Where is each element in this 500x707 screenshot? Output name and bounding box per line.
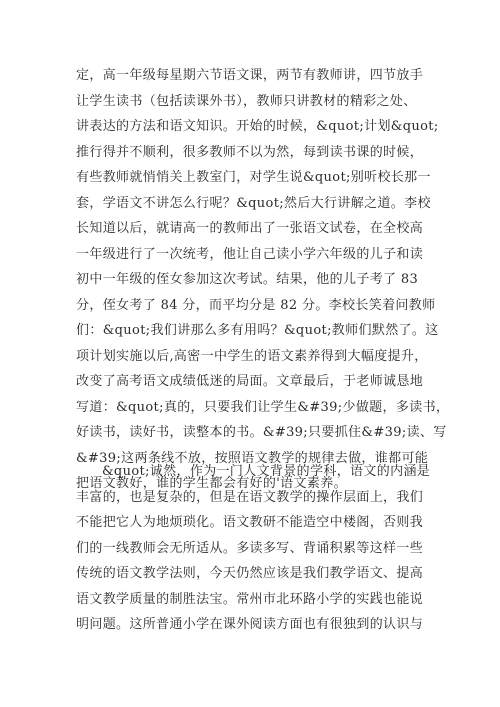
text-line: 写道：&quot;真的，只要我们让学生&#39;少做题，多读书， <box>76 399 450 415</box>
text-line: 不能把它人为地烦琐化。语文教研不能造空中楼阁，否则我 <box>76 515 424 530</box>
text-line: 们：&quot;我们讲那么多有用吗？&quot;教师们默然了。这 <box>76 323 439 338</box>
paragraph-2 <box>76 459 436 638</box>
text-line: 讲表达的方法和语文知识。开始的时候，&quot;计划&quot; <box>76 119 439 134</box>
text-line: 丰富的，也是复杂的，但是在语文教学的操作层面上，我们 <box>76 489 424 505</box>
text-line: 语文教学质量的制胜法宝。常州市北环路小学的实践也能说 <box>76 591 424 607</box>
paragraph-1 <box>76 63 450 497</box>
text-line: 让学生读书（包括读课外书），教师只讲教材的精彩之处、 <box>76 93 417 109</box>
text-line: 初中一年级的侄女参加这次考试。结果，他的儿子考了 83 <box>76 272 419 287</box>
text-line: 定，高一年级每星期六节语文课，两节有教师讲，四节放手 <box>76 68 424 83</box>
text-line: &#39;这两条线不放，按照语文教学的规律去做，谁都可能 <box>76 450 429 466</box>
text-line: 套，学语文不讲怎么行呢？&quot;然后大行讲解之道。李校 <box>76 195 431 211</box>
text-line: 分，侄女考了 84 分，而平均分是 82 分。李校长笑着问教师 <box>76 297 436 313</box>
text-line: 项计划实施以后,高密一中学生的语文素养得到大幅度提升， <box>76 348 428 364</box>
text-line: 长知道以后，就请高一的教师出了一张语文试卷，在全校高 <box>76 221 424 236</box>
text-line: 好读书，读好书，读整本的书。&#39;只要抓住&#39;读、写 <box>76 425 447 440</box>
text-line: 明问题。这所普通小学在课外阅读方面也有很独到的认识与 <box>76 617 424 632</box>
text-line: &quot;诚然，作为一门人文背景的学科，语文的内涵是 <box>102 464 431 479</box>
text-line: 们的一线教师会无所适从。多读多写、背诵积累等这样一些 <box>76 540 424 556</box>
text-line: 有些教师就悄悄关上教室门，对学生说&quot;别听校长那一 <box>76 170 431 185</box>
text-line: 推行得并不顺利，很多教师不以为然，每到读书课的时候， <box>76 144 424 160</box>
text-line: 把语文教好，谁的学生都会有好的'语文素养。 <box>76 476 347 491</box>
text-line: 一年级进行了一次统考，他让自己读小学六年级的儿子和读 <box>76 246 424 262</box>
text-line: 改变了高考语文成绩低迷的局面。文章最后，于老师诚恳地 <box>76 374 424 389</box>
text-line: 传统的语文教学法则，今天仍然应该是我们教学语文、提高 <box>76 566 424 581</box>
